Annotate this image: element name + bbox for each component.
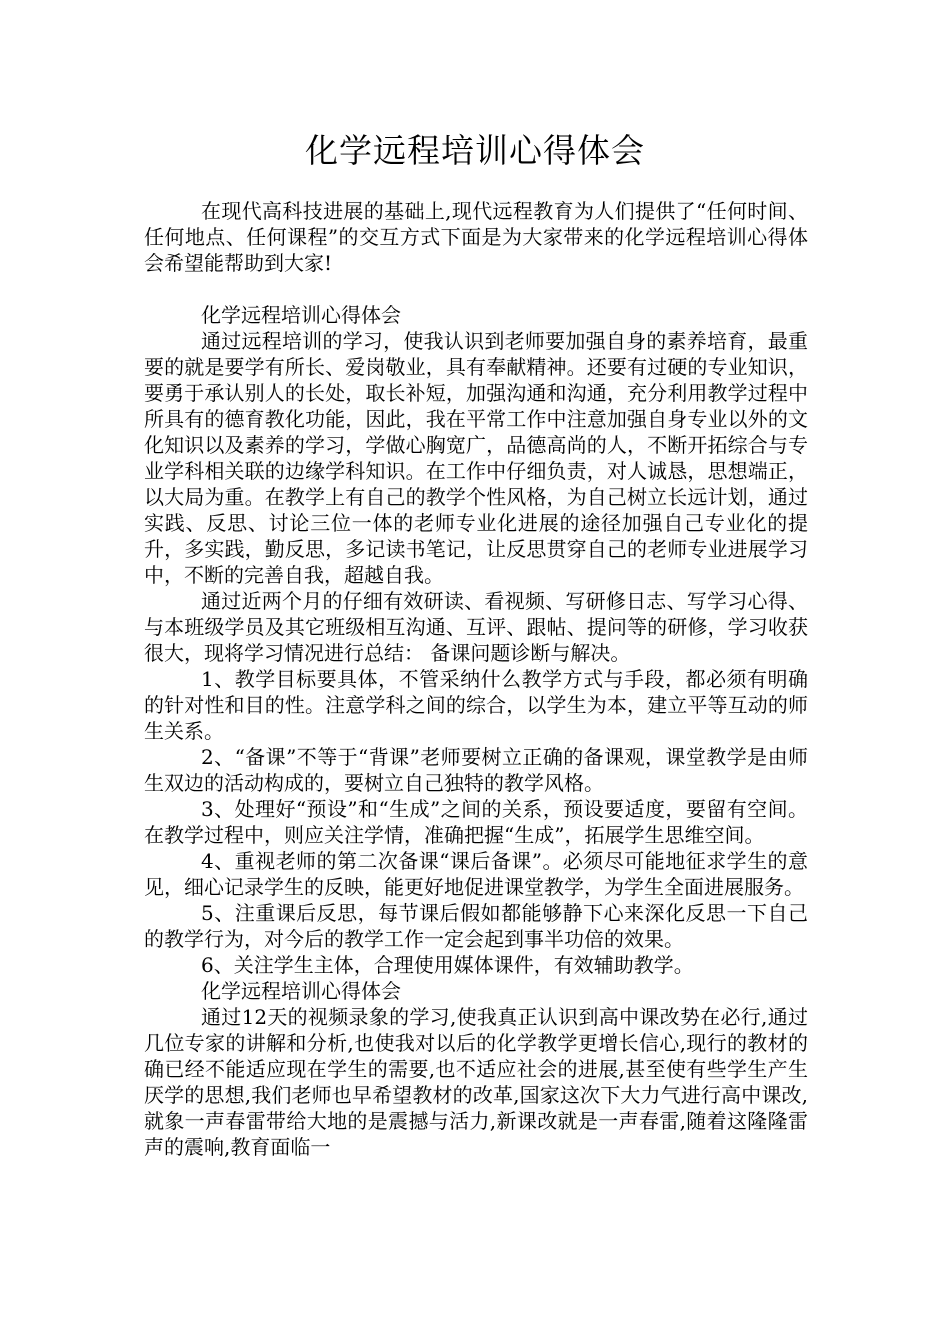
section-heading: 化学远程培训心得体会 xyxy=(201,979,401,1003)
page-title: 化学远程培训心得体会 xyxy=(305,131,645,170)
body-paragraph: 通过12天的视频录象的学习,使我真正认识到高中课改势在必行,通过几位专家的讲解和分析,也使我对以后的化学教学更增长信心,现行的教材的确已经不能适应现在学生的需要,也不适应社会的进展,甚至使有些学生产生厌学的思想,我们老师也早希望教材的改革,国家这次下大力气进行高中课改,就象一声春雷带给大地的是震撼与活力,新课改就是一声春雷,随着这隆隆雷声的震响,教育面临一 xyxy=(144,1005,808,1159)
body-paragraph: 通过远程培训的学习，使我认识到老师要加强自身的素养培育，最重要的就是要学有所长、爱岗敬业，具有奉献精神。还要有过硬的专业知识，要勇于承认别人的长处，取长补短，加强沟通和沟通，充分利用教学过程中所具有的德育教化功能，因此，我在平常工作中注意加强自身专业以外的文化知识以及素养的学习，学做心胸宽广，品德高尚的人，不断开拓综合与专业学科相关联的边缘学科知识。在工作中仔细负责，对人诚恳，思想端正，以大局为重。在教学上有自己的教学个性风格，为自己树立长远计划，通过实践、反思、讨论三位一体的老师专业化进展的途径加强自己专业化的提升，多实践，勤反思，多记读书笔记，让反思贯穿自己的老师专业进展学习中，不断的完善自我，超越自我。 xyxy=(144,329,808,587)
list-item: 5、注重课后反思，每节课后假如都能够静下心来深化反思一下自己的教学行为，对今后的教学工作一定会起到事半功倍的效果。 xyxy=(144,901,808,951)
list-item: 2、“备课”不等于“背课”老师要树立正确的备课观，课堂教学是由师生双边的活动构成的，要树立自己独特的教学风格。 xyxy=(144,745,808,795)
section-heading: 化学远程培训心得体会 xyxy=(201,303,401,327)
list-item: 1、教学目标要具体，不管采纳什么教学方式与手段，都必须有明确的针对性和目的性。注意学科之间的综合，以学生为本，建立平等互动的师生关系。 xyxy=(144,667,808,743)
intro-paragraph: 在现代高科技进展的基础上,现代远程教育为人们提供了“任何时间、任何地点、任何课程”的交互方式下面是为大家带来的化学远程培训心得体会希望能帮助到大家! xyxy=(144,199,808,275)
list-item: 6、关注学生主体，合理使用媒体课件，有效辅助教学。 xyxy=(201,953,694,977)
body-paragraph: 通过近两个月的仔细有效研读、看视频、写研修日志、写学习心得、与本班级学员及其它班级相互沟通、互评、跟帖、提问等的研修，学习收获很大，现将学习情况进行总结： 备课问题诊断与解决。 xyxy=(144,589,808,665)
document-body xyxy=(144,198,808,1160)
list-item: 3、处理好“预设”和“生成”之间的关系，预设要适度，要留有空间。在教学过程中，则应关注学情，准确把握“生成”，拓展学生思维空间。 xyxy=(144,797,808,847)
list-item: 4、重视老师的第二次备课“课后备课”。必须尽可能地征求学生的意见，细心记录学生的反映，能更好地促进课堂教学，为学生全面进展服务。 xyxy=(144,849,808,899)
